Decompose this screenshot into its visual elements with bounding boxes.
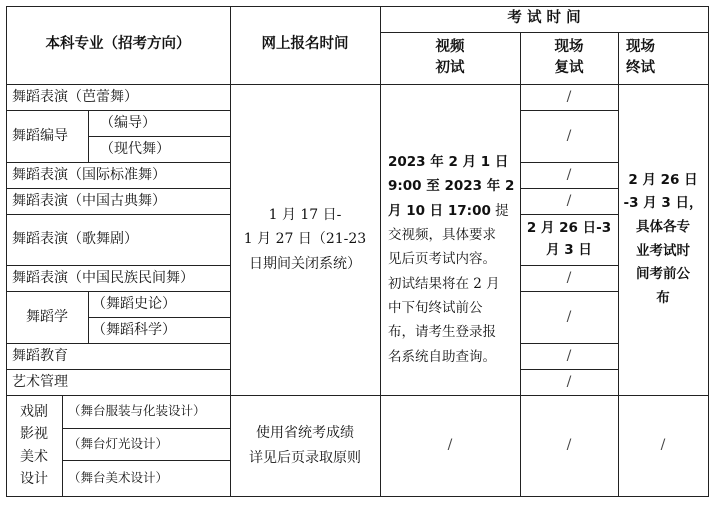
- final-line: 间考前公: [636, 266, 690, 283]
- video-bold-line: 2023 年 2 月 1 日: [388, 154, 509, 171]
- final-line: -3 月 3 日，: [623, 195, 703, 212]
- header-video-initial: [380, 32, 520, 84]
- slash-mark: /: [566, 437, 572, 454]
- final-line: 布: [656, 289, 670, 306]
- major-dance-history: （舞蹈史论）: [92, 295, 176, 312]
- slash-mark: /: [566, 269, 572, 286]
- registration-line: 1 月 27 日（21-23: [243, 231, 367, 248]
- stage-group-line: 戏剧: [20, 403, 48, 420]
- video-line-tail: 提: [495, 202, 509, 219]
- final-line: 2 月 26 日: [628, 171, 698, 188]
- video-line: 布，请考生登录报: [388, 324, 496, 341]
- major-classical: 舞蹈表演（中国古典舞）: [12, 192, 166, 209]
- registration-line: 1 月 17 日-: [268, 206, 342, 223]
- table-border-bottom: [6, 496, 708, 497]
- major-dance-education: 舞蹈教育: [12, 347, 68, 364]
- stage-group-line: 美术: [20, 448, 48, 465]
- video-line: 交视频，具体要求: [388, 227, 496, 244]
- major-choreo-directing: （编导）: [100, 114, 156, 131]
- header-major: 本科专业（招考方向）: [45, 36, 191, 53]
- major-ballet: 舞蹈表演（芭蕾舞）: [12, 88, 138, 105]
- header-onsite-final: [618, 32, 708, 84]
- video-bold-line: 月 10 日 17:00: [388, 202, 491, 219]
- retest-date: [520, 214, 618, 265]
- slash-mark: /: [566, 127, 572, 144]
- header-video-initial-line: 初试: [435, 60, 465, 76]
- major-dance-studies: 舞蹈学: [26, 308, 68, 325]
- header-onsite-retest-line: 复试: [554, 60, 584, 76]
- video-line: 名系统自助查询。: [388, 348, 496, 365]
- header-onsite-final-line: 终试: [626, 60, 655, 76]
- retest-line: 2 月 26 日-3: [526, 219, 612, 236]
- registration-period: [230, 84, 380, 395]
- header-video-initial-line: 视频: [435, 38, 465, 55]
- major-art-management: 艺术管理: [12, 373, 68, 390]
- major-musical: 舞蹈表演（歌舞剧）: [12, 231, 138, 248]
- major-lighting-design: （舞台灯光设计）: [68, 435, 169, 451]
- final-line: 业考试时: [636, 242, 690, 259]
- header-registration: 网上报名时间: [261, 36, 349, 53]
- slash-mark: /: [566, 88, 572, 105]
- header-exam-time: 考 试 时 间: [507, 10, 581, 27]
- major-choreo-modern: （现代舞）: [100, 140, 170, 157]
- major-dance-science: （舞蹈科学）: [92, 321, 176, 338]
- retest-line: 月 3 日: [546, 241, 592, 258]
- slash-mark: /: [566, 308, 572, 325]
- major-choreography: 舞蹈编导: [12, 127, 68, 144]
- header-onsite-retest-line: 现场: [554, 38, 584, 55]
- slash-mark: /: [566, 347, 572, 364]
- major-folk: 舞蹈表演（中国民族民间舞）: [12, 269, 194, 286]
- registration-line: 日期间关闭系统）: [249, 255, 361, 272]
- video-initial-info: [380, 84, 520, 395]
- slash-mark: /: [566, 373, 572, 390]
- major-stage-art-design: （舞台美术设计）: [68, 469, 169, 485]
- table-border-right: [708, 6, 709, 497]
- stage-group-line: 影视: [20, 426, 48, 443]
- video-line: 初试结果将在 2 月: [388, 275, 500, 292]
- video-bold-line: 9:00 至 2023 年 2: [388, 178, 515, 195]
- slash-mark: /: [566, 192, 572, 209]
- video-line: 见后页考试内容。: [388, 251, 496, 268]
- slash-mark: /: [447, 437, 453, 454]
- stage-registration-note: [230, 395, 380, 496]
- major-costume-design: （舞台服装与化装设计）: [68, 403, 206, 419]
- stage-registration-line: 使用省统考成绩: [256, 425, 354, 441]
- major-ballroom: 舞蹈表演（国际标准舞）: [12, 166, 166, 183]
- final-line: 具体各专: [636, 218, 690, 235]
- header-onsite-retest: [520, 32, 618, 84]
- slash-mark: /: [566, 166, 572, 183]
- slash-mark: /: [660, 437, 666, 454]
- major-stage-design-group: [6, 395, 62, 496]
- final-exam-info: [618, 84, 708, 395]
- header-onsite-final-line: 现场: [626, 38, 655, 55]
- stage-group-line: 设计: [20, 470, 48, 487]
- video-line: 中下旬终试前公: [388, 299, 483, 316]
- stage-registration-line: 详见后页录取原则: [249, 449, 361, 466]
